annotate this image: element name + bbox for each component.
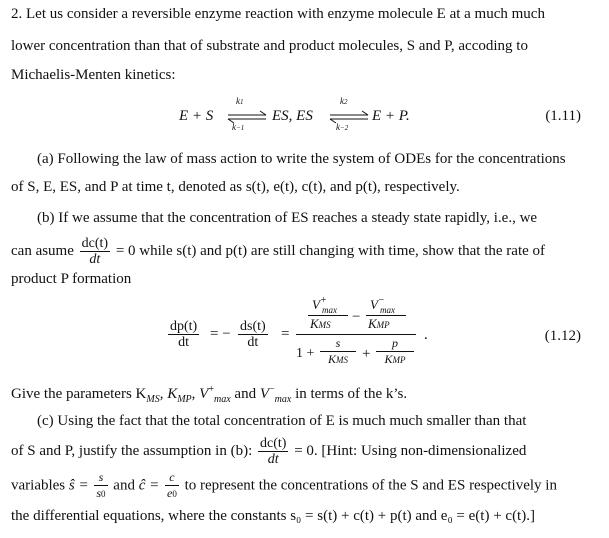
part-b-line-3: product P formation — [11, 271, 132, 287]
s-hat-fraction: $\frac{s}{s0}$ — [96, 470, 106, 500]
eq1-km2: k−2 — [336, 122, 349, 132]
eq1-reversible-arrow-2 — [328, 108, 370, 130]
eq2-mid-num: ds(t) — [240, 319, 266, 334]
problem-intro-line-2: lower concentration than that of substrate and product molecules, S and P, accoding to — [11, 38, 528, 54]
eq2-s-over-kms: s KMS — [320, 336, 356, 367]
equation-number-1-11: (1.11) — [545, 108, 581, 124]
eq2-equal-minus: = − — [210, 326, 231, 342]
equation-1-12 — [0, 295, 609, 373]
part-a-line-1: (a) Following the law of mass action to write the system of ODEs for the concentrations — [37, 151, 566, 167]
eq2-main-fraction-bar — [296, 334, 416, 335]
eq1-k1: k1 — [236, 96, 244, 106]
part-c-line-2-post: = 0. [Hint: Using non-dimensionalized — [294, 442, 527, 459]
eq2-lhs-fraction — [168, 319, 199, 350]
eq1-km1: k−1 — [232, 122, 245, 132]
eq2-den-plus: + — [362, 346, 371, 362]
part-b-derivative-fraction — [80, 236, 110, 267]
give-params-pre: Give the parameters K — [11, 386, 147, 402]
eq1-left: E + S — [179, 108, 214, 124]
part-c-line-3: variables ŝ = $\frac{s}{s0}$ and ĉ = $\frac{c}{e0}$ to represent the concentrations of the S and ES respectively in — [11, 470, 557, 500]
eq2-one-plus: 1 + — [296, 346, 315, 361]
part-b-line-2-pre: can asume — [11, 242, 74, 259]
eq1-k2: k2 — [340, 96, 348, 106]
part-a-line-2: of S, E, ES, and P at time t, denoted as s(t), e(t), c(t), and p(t), respectively. — [11, 179, 460, 195]
eq2-p-over-kmp: p KMP — [376, 336, 414, 367]
part-b-frac-num: dc(t) — [81, 236, 109, 251]
problem-intro-line-3: Michaelis-Menten kinetics: — [11, 67, 176, 83]
eq1-right: E + P. — [372, 108, 410, 124]
part-c-frac-den: dt — [267, 452, 279, 467]
part-b-line-1: (b) If we assume that the concentration of ES reaches a steady state rapidly, i.e., we — [37, 210, 538, 226]
eq2-mid-fraction — [238, 319, 268, 350]
part-b-line-2-post: = 0 while s(t) and p(t) are still changing with time, show that the rate of — [115, 242, 546, 259]
part-c-frac-num: dc(t) — [260, 436, 287, 451]
eq2-num-minus: − — [352, 309, 361, 325]
eq2-lhs-num: dp(t) — [170, 319, 198, 334]
part-c-line-4: the differential equations, where the constants s₀ = s(t) + c(t) + p(t) and e₀ = e(t) + c(t).] — [11, 508, 535, 524]
part-b-frac-den: dt — [89, 252, 101, 267]
part-c-line-2-pre: of S and P, justify the assumption in (b): — [11, 442, 253, 459]
part-c-derivative-fraction — [258, 436, 288, 467]
give-parameters-line: Give the parameters $K_{MS}$, $K_{MP}$, $V^+_{max}$ and $V^-_{max}$ in terms of the k’s. — [11, 384, 408, 405]
c-hat-fraction: $\frac{c}{e0}$ — [166, 470, 177, 500]
part-c-line-2 — [11, 436, 526, 467]
equation-1-11 — [0, 96, 609, 134]
equation-number-1-12: (1.12) — [544, 328, 581, 344]
eq2-mid-den: dt — [247, 335, 259, 350]
eq2-lhs-den: dt — [178, 335, 190, 350]
eq2-period: . — [424, 327, 428, 343]
part-c-line-1: (c) Using the fact that the total concentration of E is much much smaller than that — [37, 413, 527, 429]
eq2-equal: = — [281, 326, 290, 342]
part-b-line-2 — [11, 236, 545, 267]
eq2-rate-fraction: V+ max KMS − V− max KMP 1 + s KMS + p KMP — [296, 295, 424, 373]
problem-intro-line-1: 2. Let us consider a reversible enzyme reaction with enzyme molecule E at a much much — [11, 6, 545, 22]
give-params-post: in terms of the k’s. — [295, 386, 408, 402]
eq1-middle: ES, ES — [272, 108, 313, 124]
